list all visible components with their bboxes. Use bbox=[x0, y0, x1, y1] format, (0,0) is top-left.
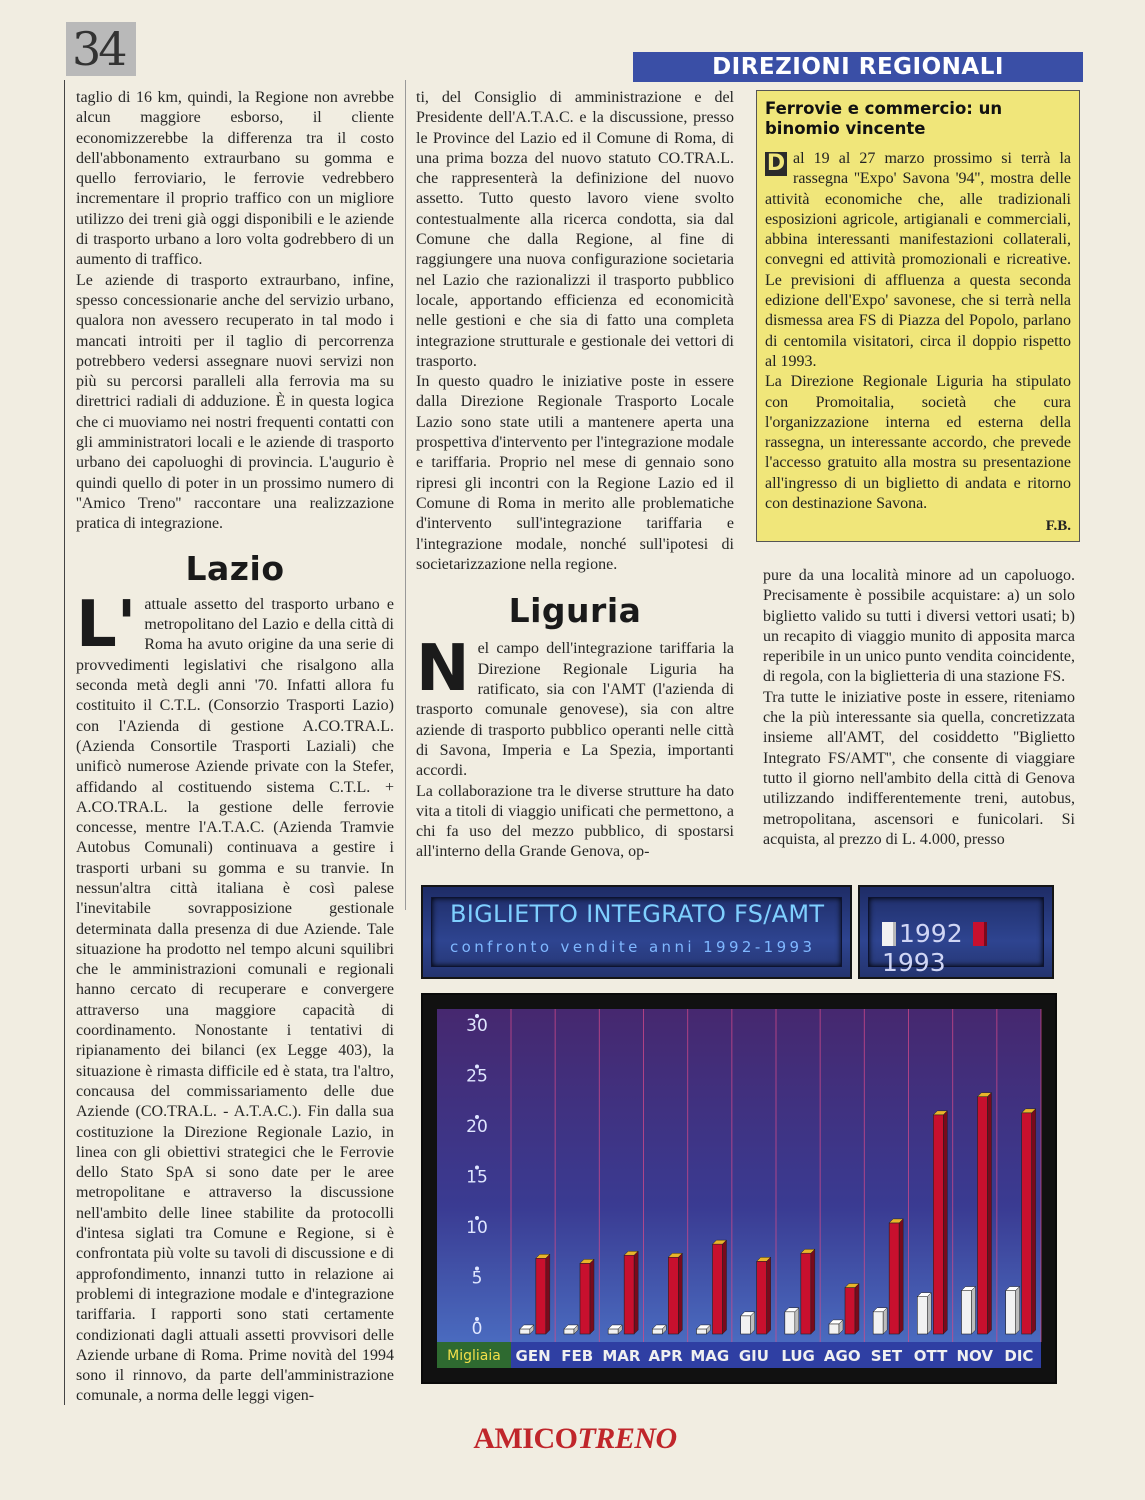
bar-1993-giu bbox=[757, 1261, 767, 1334]
bar-1993-apr-side bbox=[678, 1253, 682, 1334]
chart-svg bbox=[423, 995, 1055, 1382]
bar-1992-set-side bbox=[883, 1308, 887, 1334]
col3-paragraph-1: pure da una località minore ad un capoluogo. Precisamente è possibile acquistare: a) un solo biglietto valido su tutti i diversi vettori usati; b) un recapito di viaggio munito di apposita marca reperibile in un unico punto vendita coincidente, di regola, con la biglietteria di una stazione FS. bbox=[763, 567, 1075, 686]
bar-1992-set bbox=[873, 1312, 883, 1334]
x-tick-label: APR bbox=[648, 1347, 683, 1365]
y-tick-label: 0 bbox=[471, 1319, 483, 1339]
x-tick-label: MAG bbox=[690, 1347, 730, 1365]
page-number: 34 bbox=[66, 22, 136, 76]
legend-1993: 1993 bbox=[882, 919, 990, 977]
liguria-paragraph bbox=[416, 632, 734, 781]
legend-1992: 1992 bbox=[882, 919, 963, 948]
lazio-paragraph bbox=[76, 587, 394, 1407]
x-tick-label: AGO bbox=[823, 1347, 861, 1365]
bar-1992-ago bbox=[829, 1324, 839, 1334]
bar-1993-set-side bbox=[899, 1219, 903, 1334]
bar-1993-gen-side bbox=[546, 1254, 550, 1334]
bar-1993-ott-side bbox=[943, 1111, 947, 1334]
y-tick-label: 30 bbox=[466, 1016, 488, 1036]
bar-1993-nov-side bbox=[988, 1093, 992, 1334]
chart-legend bbox=[858, 885, 1054, 979]
bar-1992-feb bbox=[564, 1329, 574, 1334]
chart-subtitle: confronto vendite anni 1992-1993 bbox=[450, 938, 816, 956]
y-tick-label: 25 bbox=[466, 1066, 488, 1087]
bar-1993-mar-side bbox=[634, 1251, 638, 1334]
col2-paragraph-1: ti, del Consiglio di amministrazione e del Presidente dell'A.T.A.C. e la discussione, presso le Province del Lazio ed il Comune di Roma, di una prima bozza del nuovo statuto CO.TRA.L. che rappresenterà la definizione del nuovo assetto. Tutto questo lavoro viene svolto contestualmente alla ricerca condotta, sia dal Comune che dalla Regione, al fine di raggiungere una nuova configurazione societaria nel Lazio che razionalizzi il trasporto pubblico locale, apportando efficienza ed economicità nelle gestioni e che sia di fatto una completa integrazione strutturale e gestionale dei vettori di trasporto. bbox=[416, 89, 734, 370]
bar-1992-ott bbox=[917, 1297, 927, 1334]
y-tick-label: 5 bbox=[471, 1268, 483, 1289]
liguria-heading: Liguria bbox=[508, 591, 642, 631]
y-axis-unit-label: Migliaia bbox=[447, 1348, 501, 1364]
bar-1992-nov bbox=[962, 1291, 972, 1334]
bar-1993-feb bbox=[580, 1263, 590, 1334]
liguria-dropcap: N bbox=[416, 632, 470, 707]
bar-1992-mar bbox=[608, 1329, 618, 1334]
col3-paragraph-2: Tra tutte le iniziative poste in essere, riteniamo che la più interessante sia quella, concretizzata insieme all'AMT, del cosiddetto ''Biglietto Integrato FS/AMT'', che consente di viaggiare tutto il giorno nell'ambito della città di Genova utilizzando indifferentemente treni, autobus, metropolitana, ascensori e funicolari. Si acquista, al prezzo di L. 4.000, presso bbox=[763, 688, 1075, 848]
sidebar-box bbox=[756, 90, 1080, 542]
bar-1993-feb-side bbox=[590, 1259, 594, 1334]
column-rule-left bbox=[64, 80, 65, 1405]
x-tick-label: MAR bbox=[602, 1347, 641, 1365]
lazio-text: attuale assetto del trasporto urbano e metropolitano del Lazio e della città di Roma ha avuto origine da una serie di provvedimenti legislativi che risalgono alla seconda metà degli anni '70. Infatti allora fu costituito il C.T.L. (Consorzio Trasporti Lazio) con l'Azienda di gestione A.CO.TRA.L. (Azienda Consortile Trasporti Laziali) che unificò numerose Aziende private con la Stefer, affidando al costituendo sistema C.T.L. + A.CO.TRA.L. la gestione delle ferrovie concesse, mentre l'A.T.A.C. (Azienda Tramvie Autobus Comunali) continuava a gestire i trasporti urbani su gomma e su tranvie. In nessun'altra città italiana è così palese l'inevitabile sovrapposizione gestionale determinata dalla presenza di due Aziende. Tale situazione ha prodotto nel tempo alcuni squilibri che le amministrazioni comunali e regionali hanno cercato di recuperare e convergere attraverso una maggiore capacità di coordinamento. Nonostante i tentativi di ripianamento dei bilanci (ex Legge 403), la situazione è rimasta difficile ed è stata, tra l'altro, concausa del commissariamento delle due Aziende (CO.TRA.L. - A.T.A.C.). Fin dalla sua costituzione la Direzione Regionale Lazio, in linea con gli obiettivi strategici che le Ferrovie dello Stato SpA si sono date per le aree metropolitane e attraverso la discussione nell'ambito delle linee stabilite da protocolli d'intesa siglati tra Comune e Regione, si è confrontata più volte su tavoli di discussione e di approfondimento, innanzi tutto in relazione ai problemi di integrazione modale e d'integrazione tariffaria. I rapporti sono stati certamente condizionati dagli attuali assetti provvisori delle Aziende urbane di Roma. Prime novità del 1994 sono il rinnovo, da parte dell'amministrazione comunale, a norma delle leggi vigen- bbox=[76, 595, 394, 1405]
bar-1993-mag bbox=[713, 1244, 723, 1334]
x-tick-label: SET bbox=[870, 1347, 903, 1365]
col1-paragraph: Le aziende di trasporto extraurbano, infine, spesso concessionarie anche del servizio urbano, qualora non avessero recuperato in tal modo i mancati introiti per il taglio di percorrenza potrebbero vedersi assegnare nuovi servizi non più su percorsi paralleli alla ferrovia ma su direttrici radiali di adduzione. È in questa logica che ci muoviamo nei nostri frequenti contatti con gli amministratori locali e le aziende di trasporto urbano dei capoluoghi di provincia. L'augurio è quindi quello di poter in un prossimo numero di ''Amico Treno'' raccontare una realizzazione pratica di integrazione. bbox=[76, 271, 394, 533]
legend-swatch-1992 bbox=[882, 922, 896, 946]
bar-1992-ott-side bbox=[927, 1293, 931, 1334]
y-tick-label: 10 bbox=[466, 1218, 488, 1238]
sidebar-title: Ferrovie e commercio: un binomio vincente bbox=[765, 99, 1003, 138]
section-title: DIREZIONI REGIONALI bbox=[633, 52, 1083, 82]
sidebar-dropcap: D bbox=[766, 151, 786, 176]
bar-1993-ago-side bbox=[855, 1284, 859, 1334]
y-tick-label: 15 bbox=[466, 1167, 488, 1188]
bar-1992-mag bbox=[697, 1329, 707, 1334]
bar-1992-gen bbox=[520, 1329, 530, 1334]
bar-1993-ott bbox=[933, 1115, 943, 1334]
sidebar-paragraph-2: La Direzione Regionale Liguria ha stipulato con Promoitalia, società che cura l'organizzazione interna ed esterna della rassegna, un interessante accordo, che prevede l'accesso gratuito alla mostra su presentazione all'ingresso di un biglietto di andata e ritorno con destinazione Savona. bbox=[765, 373, 1071, 513]
bar-1993-mar bbox=[624, 1255, 634, 1334]
bar-1993-gen bbox=[536, 1258, 546, 1334]
bar-1993-nov bbox=[978, 1097, 988, 1334]
bar-1993-lug bbox=[801, 1253, 811, 1334]
bar-1992-dic bbox=[1006, 1291, 1016, 1334]
bar-1993-giu-side bbox=[767, 1257, 771, 1334]
bar-1992-dic-side bbox=[1016, 1287, 1020, 1334]
x-tick-label: DIC bbox=[1004, 1347, 1034, 1365]
col1-intro: taglio di 16 km, quindi, la Regione non avrebbe alcun maggiore esborso, il cliente economizzerebbe la differenza tra il costo dell'abbonamento extraurbano su gomma e quello ferroviario, le ferrovie vedrebbero incrementare il proprio traffico con un migliore utilizzo dei treni già oggi disponibili e le aziende di trasporto urbano a loro volta godrebbero di un aumento di traffico. bbox=[76, 89, 394, 269]
bar-1993-apr bbox=[668, 1257, 678, 1334]
x-tick-label: NOV bbox=[956, 1347, 994, 1365]
col2-paragraph-3: La collaborazione tra le diverse strutture ha dato vita a titoli di viaggio unificati che permettono, a chi fa uso del mezzo pubblico, di spostarsi all'interno della Grande Genova, op- bbox=[416, 782, 734, 861]
sidebar-paragraph-1: al 19 al 27 marzo prossimo si terrà la rassegna ''Expo' Savona '94'', mostra delle attività economiche che, alle tradizionali esposizioni agricole, artigianali e commerciali, abbina interessanti manifestazioni collaterali, convegni ed attività promozionali e ricreative. Le previsioni di affluenza a questa seconda edizione dell'Expo' savonese, che si terrà nella dismessa area FS di Piazza del Popolo, parlano di centomila visitatori, circa il doppio rispetto al 1993. bbox=[765, 150, 1071, 370]
chart-plot bbox=[421, 993, 1057, 1384]
legend-swatch-1993 bbox=[973, 922, 987, 946]
bar-1993-ago bbox=[845, 1288, 855, 1334]
col2-paragraph-2: In questo quadro le iniziative poste in essere dalla Direzione Regionale Trasporto Locale Lazio sono state utili a mantenere aperta una prospettiva d'intervento per l'integrazione modale e tariffaria. Proprio nel mese di gennaio sono ripresi gli incontri con la Regione Lazio ed il Comune di Roma in merito alle problematiche d'intervento sull'integrazione tariffaria e l'integrazione modale, nonché sull'ipotesi di societarizzazione nella regione. bbox=[416, 373, 734, 573]
bar-1993-dic bbox=[1022, 1113, 1032, 1334]
column-rule-mid bbox=[405, 80, 406, 910]
lazio-dropcap: L' bbox=[76, 587, 137, 662]
bar-1992-apr bbox=[652, 1329, 662, 1334]
bar-1992-giu bbox=[741, 1316, 751, 1334]
chart-title: BIGLIETTO INTEGRATO FS/AMT bbox=[450, 900, 825, 928]
magazine-logo: AMICOTRENO bbox=[473, 1422, 677, 1455]
x-tick-label: OTT bbox=[913, 1347, 948, 1365]
bar-1993-lug-side bbox=[811, 1249, 815, 1334]
lazio-heading: Lazio bbox=[185, 548, 285, 588]
bar-1992-lug-side bbox=[795, 1308, 799, 1334]
sidebar-signature: F.B. bbox=[1045, 518, 1071, 535]
bar-1992-giu-side bbox=[751, 1312, 755, 1334]
bar-1992-nov-side bbox=[972, 1287, 976, 1334]
column-3 bbox=[763, 566, 1075, 850]
bar-1993-mag-side bbox=[723, 1240, 727, 1334]
x-tick-label: GEN bbox=[515, 1347, 551, 1365]
x-tick-label: FEB bbox=[561, 1347, 594, 1365]
bar-1993-set bbox=[889, 1223, 899, 1334]
plot-background bbox=[437, 1009, 1041, 1368]
bar-1992-lug bbox=[785, 1312, 795, 1334]
bar-1993-dic-side bbox=[1032, 1109, 1036, 1334]
x-tick-label: GIU bbox=[738, 1347, 769, 1365]
column-1 bbox=[76, 88, 394, 1407]
column-2 bbox=[416, 88, 734, 863]
x-tick-label: LUG bbox=[781, 1347, 815, 1365]
y-tick-label: 20 bbox=[466, 1117, 488, 1137]
sidebar-text bbox=[765, 149, 1071, 514]
liguria-text: el campo dell'integrazione tariffaria la Direzione Regionale Liguria ha ratificato, sia con l'AMT (l'azienda di trasporto comunale genovese), sia con altre aziende di trasporto pubblico operanti nelle città di Savona, Imperia e La Spezia, importanti accordi. bbox=[416, 640, 734, 780]
